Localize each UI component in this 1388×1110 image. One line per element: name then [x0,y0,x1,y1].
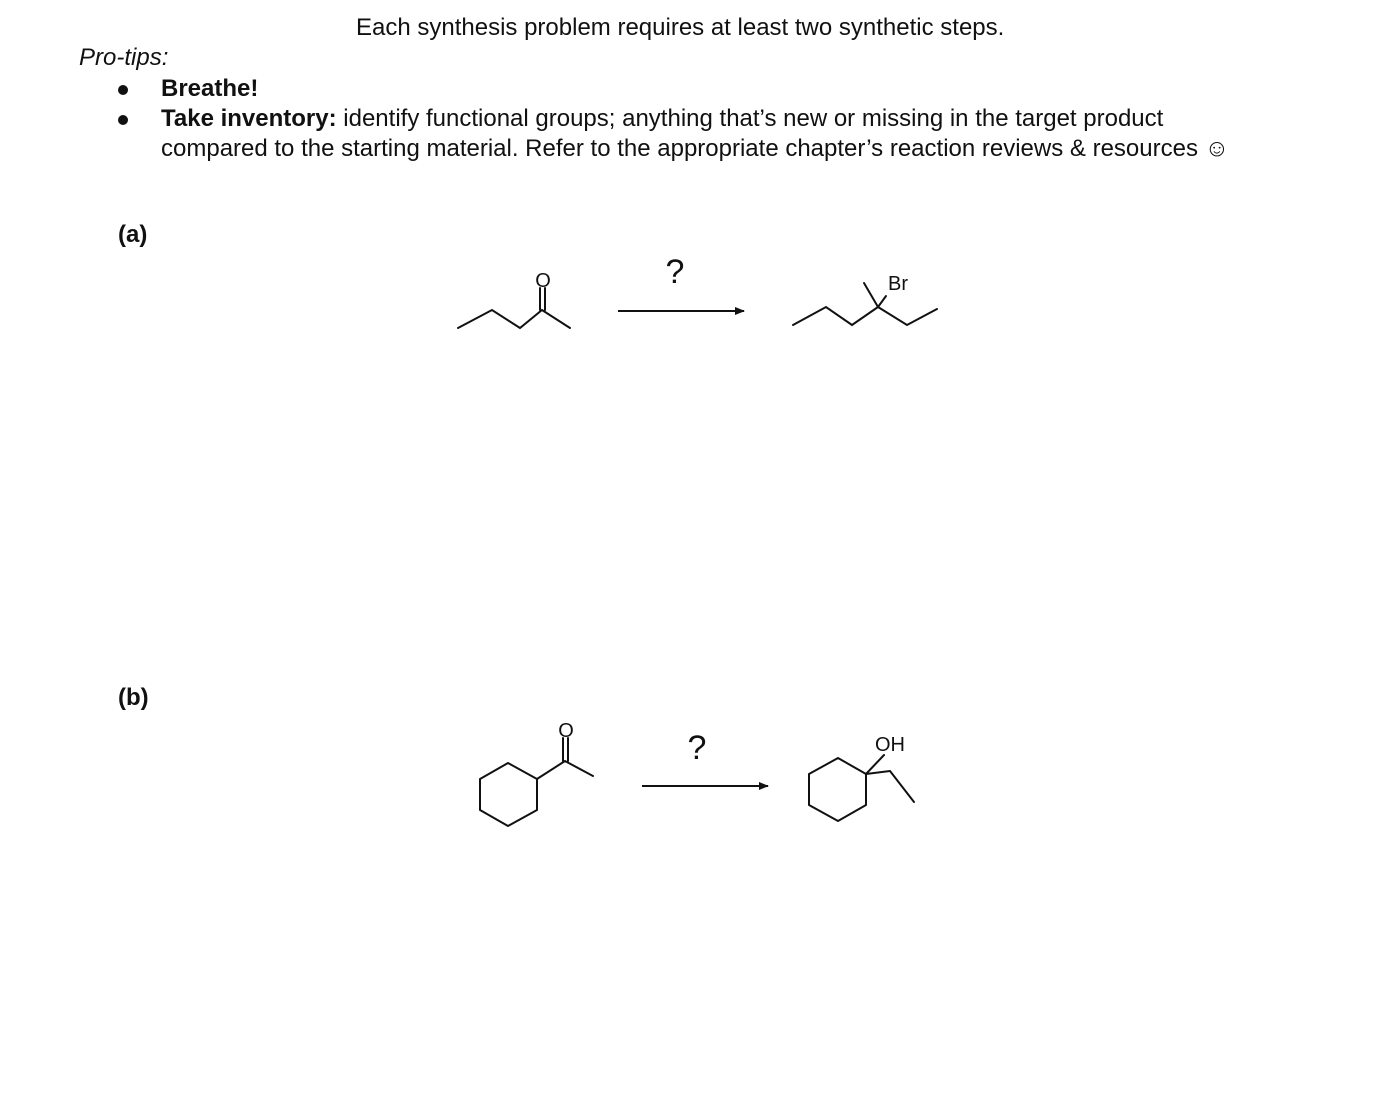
protips-title: Pro-tips: [79,44,169,71]
tip-bold: Take inventory: [161,105,337,132]
starting-material-a [458,288,570,328]
reagent-unknown-a: ? [665,253,685,291]
product-a [793,283,937,325]
bromine-atom-label: Br [888,273,908,295]
starting-material-b [480,738,593,826]
oxygen-atom-label: O [535,270,551,292]
hydroxyl-group-label: OH [875,734,905,756]
oxygen-atom-label: O [558,720,574,742]
product-b [809,755,914,821]
problem-label-b: (b) [118,684,149,711]
tip-inventory-continued: compared to the starting material. Refer to the appropriate chapter’s reaction reviews & resources ☺ [161,135,1230,162]
instruction-text: Each synthesis problem requires at least two synthetic steps. [356,14,1005,41]
reagent-unknown-b: ? [687,729,707,767]
problem-label-a: (a) [118,221,148,248]
tip-text: identify functional groups; anything that’s new or missing in the target product [336,105,1164,132]
tip-bold: Breathe! [161,75,259,102]
